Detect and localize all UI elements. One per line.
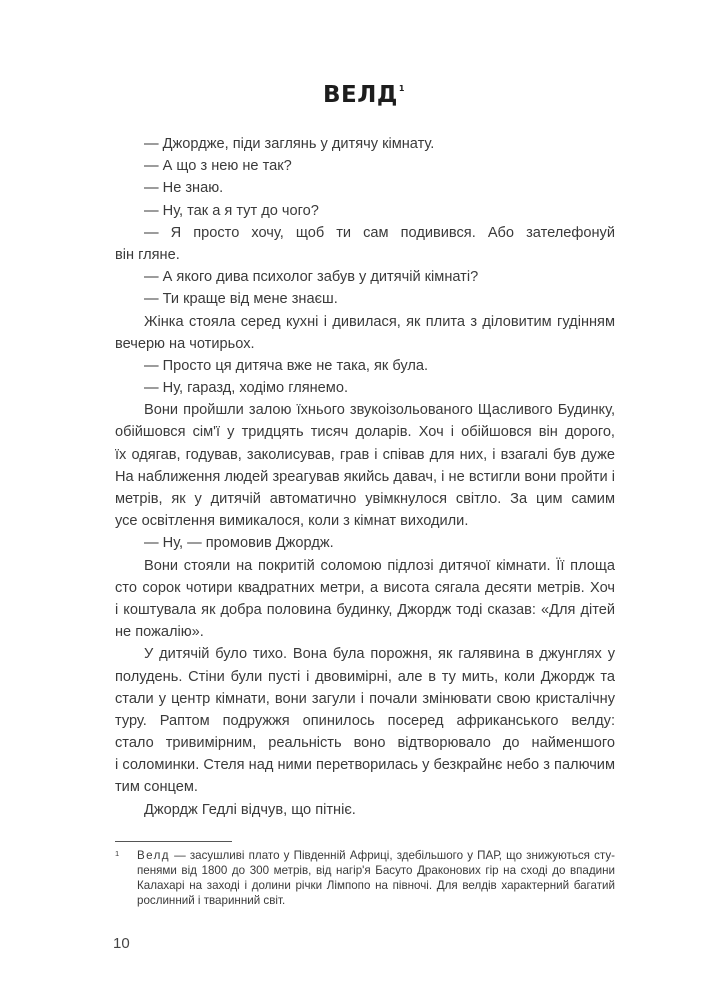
- page-number: 10: [113, 935, 130, 952]
- text-line: стало тривимірним, реальність воно відтворювало до найменшого: [115, 735, 615, 752]
- footnote-line: Калахарі на заході і долини річки Лімпопо на півночі. Для велдів характерний багатий: [137, 879, 615, 892]
- text-line: вечерю на чотирьох.: [115, 335, 255, 352]
- text-line: обійшовся сім'ї у тридцять тисяч доларів. Хоч і обійшовся він дорого,: [115, 424, 615, 441]
- text-line: він гляне.: [115, 246, 180, 263]
- text-line: — Не знаю.: [144, 180, 224, 197]
- text-line: Жінка стояла серед кухні і дивилася, як плита з діловитим гудінням: [144, 313, 615, 330]
- text-line: туру. Раптом подружжя опинилось посеред африканського велду:: [115, 712, 615, 729]
- text-line: — Ти краще від мене знаєш.: [144, 291, 338, 308]
- text-line: — Джордже, піди заглянь у дитячу кімнату.: [144, 136, 435, 152]
- footnote-line: рослинний і тваринний світ.: [137, 894, 286, 907]
- text-line: не пожалію».: [115, 624, 204, 641]
- footnote-reference: 1: [398, 84, 405, 93]
- text-line: Вони пройшли залою їхнього звукоізольованого Щасливого Будинку,: [144, 402, 615, 419]
- text-line: — Ну, гаразд, ходімо глянемо.: [144, 380, 349, 397]
- footnote-line: пенями від 1800 до 300 метрів, від нагір'я Басуто Драконових гір на сході до впадини: [137, 864, 615, 877]
- text-line: — А якого дива психолог забув у дитячій кімнаті?: [144, 269, 479, 286]
- text-line: і соломинки. Стеля над ними перетворилась у безкрайнє небо з палючим: [115, 757, 615, 774]
- text-line: метрів, як у дитячій автоматично увімкнулося світло. За цим самим: [115, 491, 615, 507]
- text-line: Джордж Гедлі відчув, що пітніє.: [144, 801, 356, 818]
- footnote-line-text: — засушливі плато у Південній Африці, здебільшого у ПАР, що знижуються сту-: [169, 849, 615, 862]
- footnote-line: [137, 848, 615, 863]
- text-line: полудень. Стіни були пусті і двовимірні, але в ту мить, коли Джордж та: [115, 668, 615, 685]
- text-line: і коштувала як добра половина будинку, Джордж тоді сказав: «Для дітей: [115, 601, 615, 618]
- text-line: — Ну, так а я тут до чого?: [144, 202, 319, 219]
- text-line: тим сонцем.: [115, 779, 198, 796]
- text-line: — Ну, — промовив Джордж.: [144, 535, 334, 552]
- footnote-term: Велд: [137, 849, 170, 862]
- footnote-mark: 1: [115, 849, 120, 858]
- body-text: [115, 133, 615, 821]
- text-line: На наближення людей зреагував якийсь давач, і не встигли вони пройти і: [115, 468, 615, 485]
- text-line: сто сорок чотири квадратних метри, а висота сягала десяти метрів. Хоч: [115, 579, 615, 596]
- text-line: стали у центр кімнати, вони загули і почали змінювати свою кристалічну: [115, 690, 615, 707]
- text-line: У дитячій було тихо. Вона була порожня, як галявина в джунглях у: [144, 646, 615, 663]
- text-line: — А що з нею не так?: [144, 158, 292, 175]
- footnote-body: [137, 848, 615, 908]
- text-line: — Я просто хочу, щоб ти сам подивився. Або зателефонуй: [144, 224, 615, 241]
- footnote-divider: [115, 841, 232, 842]
- chapter-title: [0, 82, 728, 108]
- text-line: Вони стояли на покритій соломою підлозі дитячої кімнати. Її площа: [144, 557, 615, 574]
- chapter-title-text: ВЕЛД: [323, 82, 398, 108]
- text-line: їх одягав, годував, заколисував, грав і співав для них, і взагалі був дуже: [115, 446, 615, 463]
- footnote: [115, 848, 615, 908]
- text-line: — Просто ця дитяча вже не така, як була.: [144, 357, 429, 374]
- text-line: усе освітлення вимикалося, коли з кімнат виходили.: [115, 513, 469, 530]
